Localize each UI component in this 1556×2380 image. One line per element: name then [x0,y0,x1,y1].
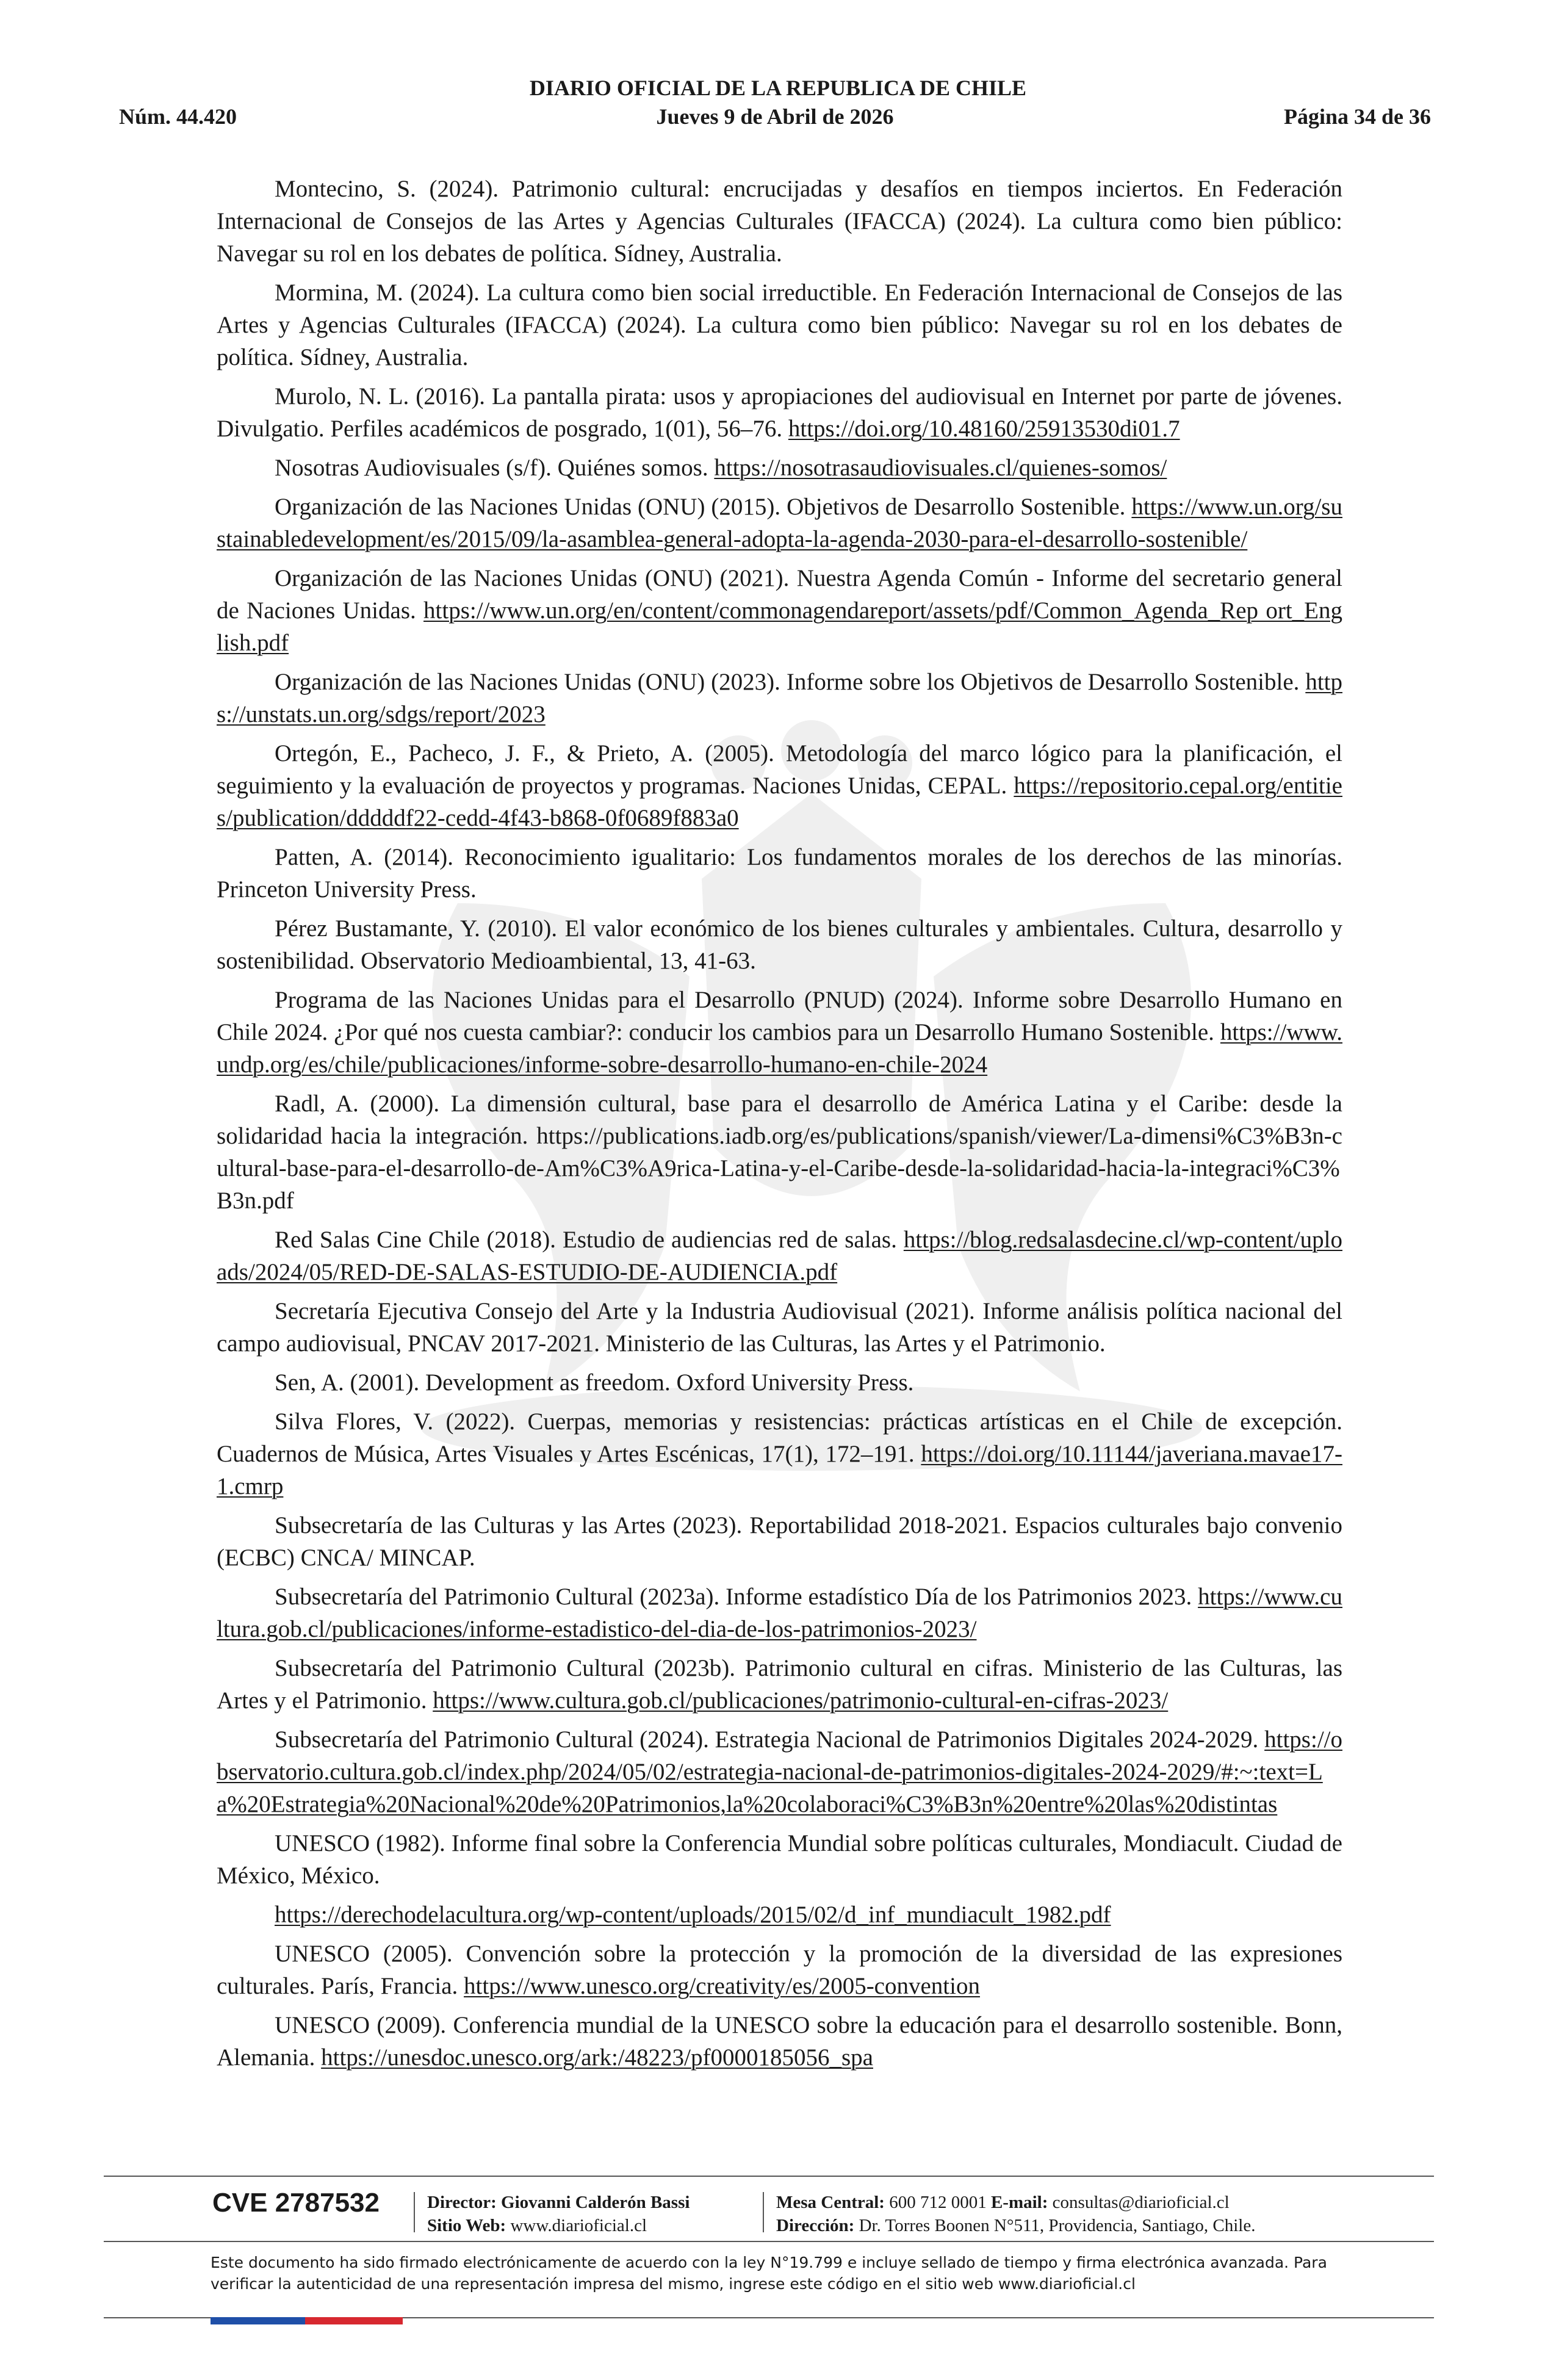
reference-text: UNESCO (1982). Informe final sobre la Conferencia Mundial sobre políticas culturales, Mondiacult. Ciudad de México, México. [217,1830,1342,1889]
website-label: Sitio Web: [427,2216,506,2235]
reference-entry [217,380,1342,445]
reference-link[interactable]: https://unstats.un.org/sdgs/report/2023 [217,669,1342,727]
reference-entry [217,666,1342,730]
reference-entry [217,1899,1342,1931]
reference-entry [217,912,1342,977]
footer-contact-block [776,2191,1255,2237]
reference-entry [217,1366,1342,1399]
reference-url-text: https://publications.iadb.org/es/publications/spanish/viewer/La-dimensi%C3%B3n-cultural-base-para-el-desarrollo-de-Am%C3%A9rica-Latina-y-el-Caribe-desde-la-solidaridad-hacia-la-integraci%C3%B3n.pdf [217,1123,1342,1214]
phone-label: Mesa Central: [776,2193,885,2212]
email-link[interactable]: consultas@diarioficial.cl [1052,2193,1230,2212]
reference-entry [217,1087,1342,1217]
director-label: Director: [427,2193,497,2212]
page-number: Página 34 de 36 [1283,104,1431,129]
reference-text: Programa de las Naciones Unidas para el Desarrollo (PNUD) (2024). Informe sobre Desarrollo Humano en Chile 2024. ¿Por qué nos cuesta cambiar?: conducir los cambios para un Desarrollo Humano Sostenible. [217,987,1342,1045]
reference-entry [217,737,1342,834]
reference-entry [217,1405,1342,1502]
reference-link[interactable]: https://blog.redsalasdecine.cl/wp-content/uploads/2024/05/RED-DE-SALAS-ESTUDIO-DE-AUDIENCIA.pdf [217,1227,1342,1285]
reference-text: Patten, A. (2014). Reconocimiento igualitario: Los fundamentos morales de los derechos de las minorías. Princeton University Press. [217,844,1342,903]
reference-link[interactable]: https://www.un.org/sustainabledevelopment/es/2015/09/la-asamblea-general-adopta-la-agenda-2030-para-el-desarrollo-sostenible/ [217,494,1342,552]
reference-text: Subsecretaría del Patrimonio Cultural (2023a). Informe estadístico Día de los Patrimonios 2023. [275,1584,1198,1610]
reference-entry [217,1509,1342,1574]
header-row [119,104,1431,133]
reference-link[interactable]: https://observatorio.cultura.gob.cl/index.php/2024/05/02/estrategia-nacional-de-patrimonios-digitales-2024-2029/#:~:text=La%20Estrategia%20Nacional%20de%20Patrimonios,la%20colaboraci%C3%B3n%20entre%20las%20distintas [217,1726,1342,1817]
flag-stripe-red [305,2317,403,2324]
reference-link[interactable]: https://doi.org/10.11144/javeriana.mavae17-1.cmrp [217,1441,1342,1499]
address-text: Dr. Torres Boonen N°511, Providencia, Santiago, Chile. [859,2216,1256,2235]
footer-middle-rule [104,2241,1434,2242]
cve-code: CVE 2787532 [212,2188,380,2218]
reference-text: Ortegón, E., Pacheco, J. F., & Prieto, A. (2005). Metodología del marco lógico para la planificación, el seguimiento y la evaluación de proyectos y programas. Naciones Unidas, CEPAL. [217,740,1342,799]
reference-text: Secretaría Ejecutiva Consejo del Arte y la Industria Audiovisual (2021). Informe análisis política nacional del campo audiovisual, PNCAV 2017-2021. Ministerio de las Culturas, las Artes y el Patrimonio. [217,1298,1342,1357]
reference-entry [217,173,1342,270]
reference-link[interactable]: https://www.un.org/en/content/commonagendareport/assets/pdf/Common_Agenda_Rep ort_English.pdf [217,597,1342,656]
reference-text: Radl, A. (2000). La dimensión cultural, base para el desarrollo de América Latina y el Caribe: desde la solidaridad hacia la integración. [217,1091,1342,1149]
issue-number: Núm. 44.420 [119,104,237,129]
reference-text: Montecino, S. (2024). Patrimonio cultural: encrucijadas y desafíos en tiempos inciertos. En Federación Internacional de Consejos de las Artes y Agencias Culturales (IFACCA) (2024). La cultura como bien público: Navegar su rol en los debates de política. Sídney, Australia. [217,176,1342,267]
reference-link[interactable]: https://doi.org/10.48160/25913530di01.7 [788,416,1180,442]
issue-date: Jueves 9 de Abril de 2026 [656,104,894,129]
reference-entry [217,1938,1342,2002]
website-link[interactable]: www.diarioficial.cl [510,2216,647,2235]
reference-list [217,173,1342,2080]
reference-text: UNESCO (2009). Conferencia mundial de la UNESCO sobre la educación para el desarrollo sostenible. Bonn, Alemania. [217,2012,1342,2071]
reference-entry [217,1581,1342,1645]
reference-entry [217,2009,1342,2074]
reference-link[interactable]: https://derechodelacultura.org/wp-content/uploads/2015/02/d_inf_mundiacult_1982.pdf [275,1902,1111,1928]
director-name: Giovanni Calderón Bassi [501,2193,690,2212]
footer-divider [414,2192,415,2232]
flag-stripe-blue [211,2317,305,2324]
footer-top-rule [104,2176,1434,2177]
reference-text: UNESCO (2005). Convención sobre la protección y la promoción de la diversidad de las expresiones culturales. París, Francia. [217,1941,1342,1999]
reference-link[interactable]: https://www.cultura.gob.cl/publicaciones/informe-estadistico-del-dia-de-los-patrimonios-2023/ [217,1584,1342,1642]
reference-text: Organización de las Naciones Unidas (ONU) (2021). Nuestra Agenda Común - Informe del secretario general de Naciones Unidas. [217,565,1342,624]
reference-link[interactable]: https://www.cultura.gob.cl/publicaciones/patrimonio-cultural-en-cifras-2023/ [433,1687,1169,1714]
reference-text: Organización de las Naciones Unidas (ONU) (2015). Objetivos de Desarrollo Sostenible. [275,494,1132,520]
reference-entry [217,984,1342,1081]
reference-entry [217,491,1342,555]
reference-entry [217,841,1342,906]
reference-text: Sen, A. (2001). Development as freedom. Oxford University Press. [275,1369,914,1396]
reference-entry [217,1295,1342,1360]
masthead-title: DIARIO OFICIAL DE LA REPUBLICA DE CHILE [529,76,1027,100]
reference-text: Subsecretaría de las Culturas y las Artes (2023). Reportabilidad 2018-2021. Espacios culturales bajo convenio (ECBC) CNCA/ MINCAP. [217,1512,1342,1571]
reference-link[interactable]: https://www.unesco.org/creativity/es/2005-convention [464,1973,980,1999]
reference-text: Silva Flores, V. (2022). Cuerpas, memorias y resistencias: prácticas artísticas en el Chile de excepción. Cuadernos de Música, Artes Visuales y Artes Escénicas, 17(1), 172–191. [217,1408,1342,1467]
reference-link[interactable]: https://repositorio.cepal.org/entities/publication/dddddf22-cedd-4f43-b868-0f0689f883a0 [217,773,1342,831]
reference-entry [217,1827,1342,1892]
reference-entry [217,452,1342,484]
reference-text: Murolo, N. L. (2016). La pantalla pirata: usos y apropiaciones del audiovisual en Internet por parte de jóvenes. Divulgatio. Perfiles académicos de posgrado, 1(01), 56–76. [217,383,1342,442]
reference-entry [217,562,1342,659]
reference-entry [217,1723,1342,1820]
reference-link[interactable]: https://www.undp.org/es/chile/publicaciones/informe-sobre-desarrollo-humano-en-chile-2024 [217,1019,1342,1078]
reference-text: Subsecretaría del Patrimonio Cultural (2024). Estrategia Nacional de Patrimonios Digitales 2024-2029. [275,1726,1265,1753]
signature-notice: Este documento ha sido firmado electrónicamente de acuerdo con la ley N°19.799 e incluye sellado de tiempo y firma electrónica avanzada. Para verificar la autenticidad de una representación impresa del mismo, ingrese este código en el sitio web www.diarioficial.cl [211,2254,1327,2293]
reference-link[interactable]: https://unesdoc.unesco.org/ark:/48223/pf0000185056_spa [321,2044,873,2071]
reference-text: Red Salas Cine Chile (2018). Estudio de audiencias red de salas. [275,1227,904,1253]
reference-text: Pérez Bustamante, Y. (2010). El valor económico de los bienes culturales y ambientales. Cultura, desarrollo y sostenibilidad. Observatorio Medioambiental, 13, 41-63. [217,915,1342,974]
reference-text: Subsecretaría del Patrimonio Cultural (2023b). Patrimonio cultural en cifras. Ministerio de las Culturas, las Artes y el Patrimonio. [217,1655,1342,1714]
footer-director-block [427,2191,690,2237]
reference-entry [217,276,1342,373]
reference-entry [217,1224,1342,1288]
reference-text: Mormina, M. (2024). La cultura como bien social irreductible. En Federación Internacional de Consejos de las Artes y Agencias Culturales (IFACCA) (2024). La cultura como bien público: Navegar su rol en los debates de política. Sídney, Australia. [217,279,1342,370]
reference-link[interactable]: https://nosotrasaudiovisuales.cl/quienes-somos/ [714,455,1167,481]
reference-text: Organización de las Naciones Unidas (ONU) (2023). Informe sobre los Objetivos de Desarrollo Sostenible. [275,669,1306,695]
email-label: E-mail: [990,2193,1048,2212]
address-label: Dirección: [776,2216,855,2235]
reference-entry [217,1652,1342,1717]
phone-number: 600 712 0001 [889,2193,987,2212]
reference-text: Nosotras Audiovisuales (s/f). Quiénes somos. [275,455,715,481]
footer-divider [763,2192,764,2232]
